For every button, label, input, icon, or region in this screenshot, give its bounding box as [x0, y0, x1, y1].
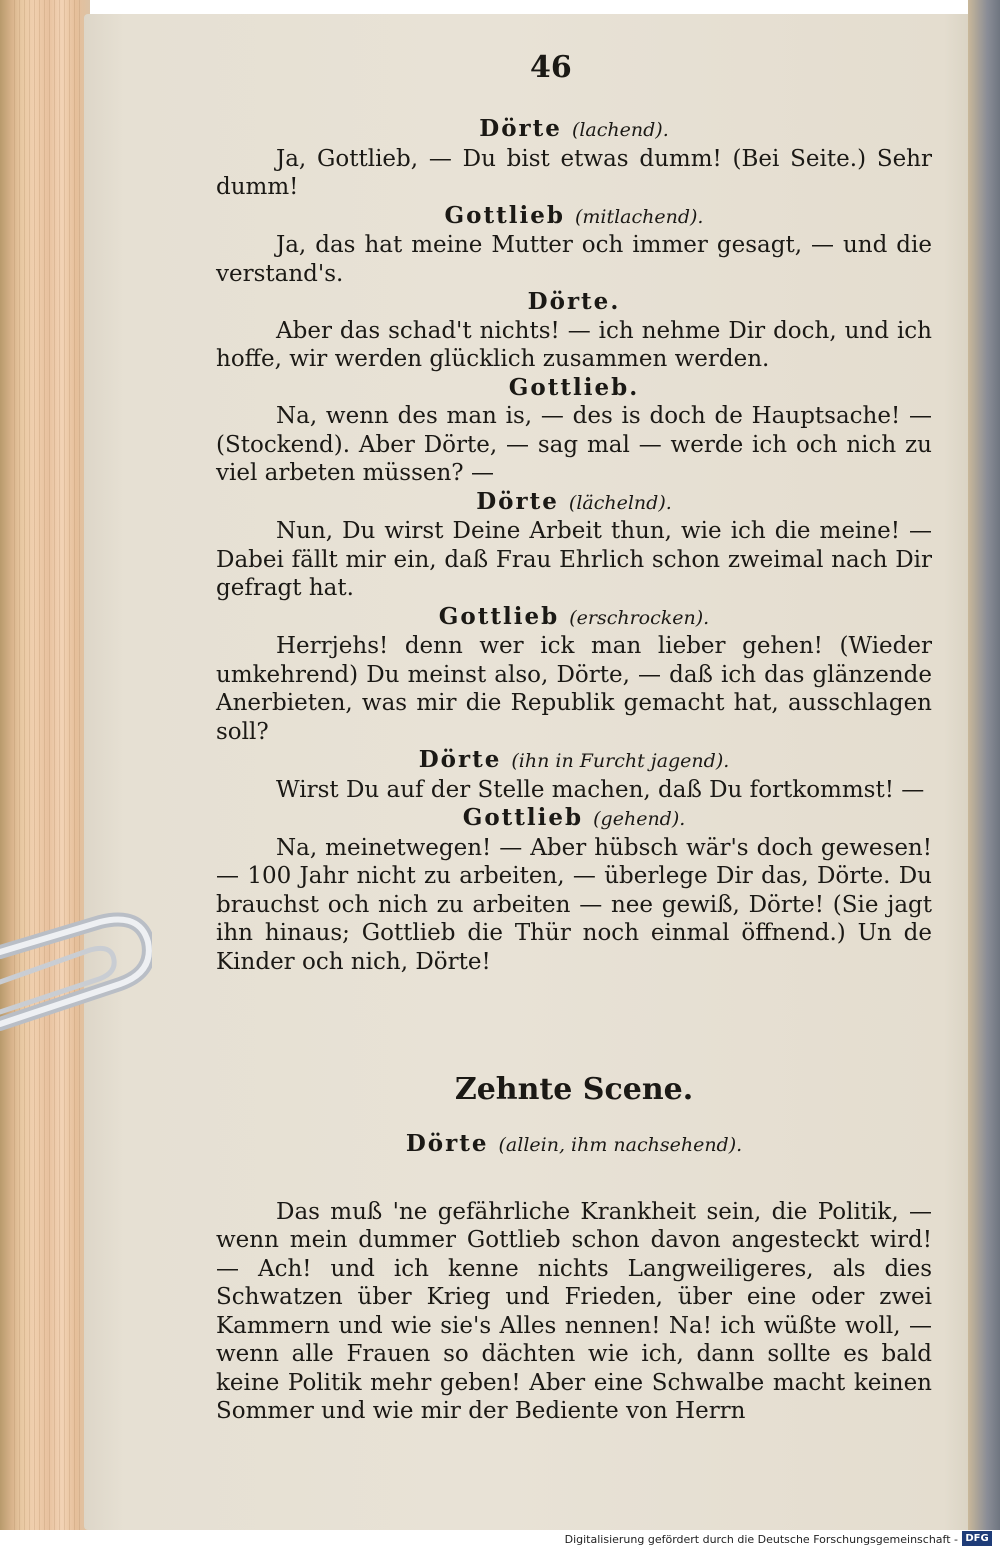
stage-direction: (erschrocken). — [569, 606, 710, 629]
speaker-line — [216, 488, 932, 518]
speaker-name: Gottlieb — [444, 201, 565, 229]
dialogue-paragraph: Wirst Du auf der Stelle machen, daß Du fortkommst! — — [276, 776, 925, 803]
stage-direction: (gehend). — [593, 808, 686, 830]
stage-direction: (ihn in Furcht jagend). — [511, 750, 730, 772]
stage-direction: (mitlachend). — [574, 205, 704, 228]
dialogue-paragraph: Das muß 'ne gefährliche Krankheit sein, die Politik, — wenn mein dummer Gottlieb schon davon angesteckt wird! — Ach! und ich kenne nichts Langweiligeres, als dies Schwatzen über Krieg und Frieden, über eine oder zwei Kammern und wie sie's Alles nennen! Na! ich wüßte woll, — wenn alle Frauen so dächten wie ich, dann sollte es bald keine Politik mehr geben! Aber eine Schwalbe macht keinen Sommer und wie mir der Bediente von Herrn — [216, 1198, 932, 1424]
speaker-name: Gottlieb — [438, 602, 560, 630]
speaker-name: Gottlieb. — [508, 373, 640, 401]
speaker-line — [216, 804, 932, 834]
speaker-line — [216, 603, 932, 633]
dialogue-paragraph: Na, meinetwegen! — Aber hübsch wär's doch gewesen! — 100 Jahr nicht zu arbeiten, — überlege Dir das, Dörte. Du brauchst och nich zu arbeiten — nee gewiß, Dörte! (Sie jagt ihn hinaus; Gottlieb die Thür noch einmal öffnend.) Un de Kinder och nich, Dörte! — [216, 834, 932, 975]
dialogue-paragraph: Aber das schad't nichts! — ich nehme Dir doch, und ich hoffe, wir werden glücklich zusammen werden. — [216, 317, 932, 372]
speaker-name: Dörte — [479, 115, 562, 142]
scene-heading: Zehnte Scene. — [454, 1072, 694, 1107]
dialogue-paragraph: Ja, das hat meine Mutter och immer gesagt, — und die verstand's. — [216, 232, 932, 287]
stage-direction: (lächelnd). — [568, 491, 672, 514]
book-page-block — [14, 0, 84, 1530]
dfg-logo: DFG — [962, 1531, 992, 1546]
speaker-name: Dörte — [476, 487, 559, 515]
speaker-name: Dörte. — [527, 288, 621, 315]
speaker-line — [216, 746, 932, 776]
speaker-line — [216, 1130, 932, 1160]
speaker-line — [216, 374, 932, 403]
book-right-edge — [968, 0, 1000, 1530]
dialogue-paragraph: Na, wenn des man is, — des is doch de Hauptsache! — (Stockend). Aber Dörte, — sag mal — werde ich och nich zu viel arbeten müssen? — — [216, 403, 932, 486]
stage-direction: (allein, ihm nachsehend). — [498, 1134, 743, 1156]
speaker-line — [216, 202, 932, 232]
stage-direction: (lachend). — [571, 119, 669, 141]
speaker-name: Dörte — [405, 1130, 489, 1157]
speaker-name: Dörte — [418, 746, 502, 773]
footer-credit: Digitalisierung gefördert durch die Deutsche Forschungsgemeinschaft - — [564, 1533, 958, 1546]
speaker-line — [216, 288, 932, 317]
speaker-line — [216, 115, 932, 145]
speaker-name: Gottlieb — [462, 804, 584, 831]
text-block — [216, 115, 932, 976]
paper-clip-icon — [0, 912, 152, 1062]
dialogue-paragraph: Herrjehs! denn wer ick man lieber gehen! (Wieder umkehrend) Du meinst also, Dörte, — daß ich das glänzende Anerbieten, was mir die Republik gemacht hat, ausschlagen soll? — [216, 633, 932, 745]
dialogue-paragraph: Ja, Gottlieb, — Du bist etwas dumm! (Bei Seite.) Sehr dumm! — [216, 145, 932, 200]
page-number: 46 — [530, 50, 572, 85]
dialogue-paragraph: Nun, Du wirst Deine Arbeit thun, wie ich die meine! — Dabei fällt mir ein, daß Frau Ehrlich schon zweimal nach Dir gefragt hat. — [216, 518, 932, 601]
text-block — [216, 1130, 932, 1426]
